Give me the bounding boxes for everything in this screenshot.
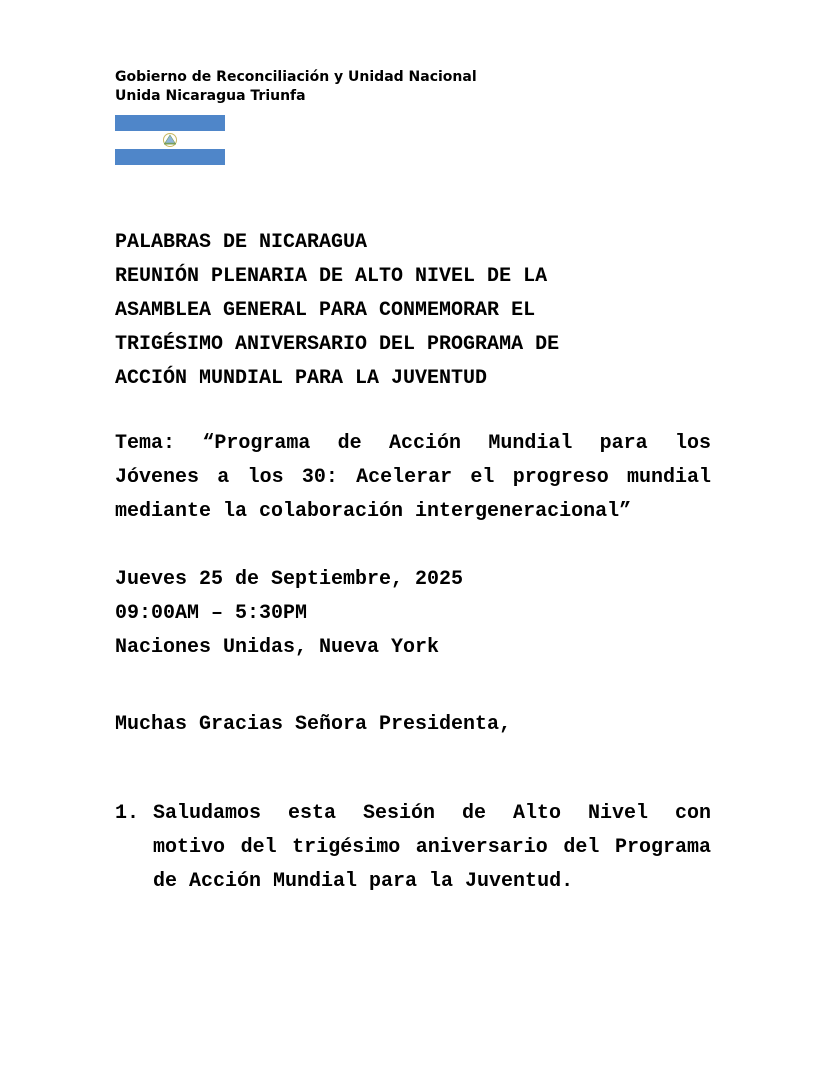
title-line: ACCIÓN MUNDIAL PARA LA JUVENTUD (115, 367, 488, 390)
event-time: 09:00AM – 5:30PM (115, 602, 308, 625)
title-line: TRIGÉSIMO ANIVERSARIO DEL PROGRAMA DE (115, 333, 560, 356)
event-location: Naciones Unidas, Nueva York (115, 636, 440, 659)
theme-line: Tema: “Programa de Acción Mundial para los (115, 432, 711, 455)
title-line: REUNIÓN PLENARIA DE ALTO NIVEL DE LA (115, 265, 548, 288)
event-date: Jueves 25 de Septiembre, 2025 (115, 568, 464, 591)
document-header (115, 68, 477, 106)
paragraph-text (153, 797, 711, 899)
theme-block (115, 427, 711, 529)
paragraph-line: motivo del trigésimo aniversario del Programa (153, 836, 711, 859)
nicaragua-flag-icon (115, 115, 225, 165)
speech-title (115, 226, 715, 396)
paragraph-line: Saludamos esta Sesión de Alto Nivel con (153, 802, 711, 825)
event-details (115, 563, 463, 665)
greeting: Muchas Gracias Señora Presidenta, (115, 713, 512, 736)
theme-line: Jóvenes a los 30: Acelerar el progreso mundial (115, 466, 711, 489)
title-line: ASAMBLEA GENERAL PARA CONMEMORAR EL (115, 299, 536, 322)
government-slogan: Unida Nicaragua Triunfa (115, 88, 306, 104)
government-name: Gobierno de Reconciliación y Unidad Nacional (115, 69, 477, 85)
paragraph-line: de Acción Mundial para la Juventud. (153, 870, 574, 893)
title-line: PALABRAS DE NICARAGUA (115, 231, 368, 254)
theme-line: mediante la colaboración intergeneracional” (115, 500, 632, 523)
paragraph-number: 1. (115, 802, 140, 825)
